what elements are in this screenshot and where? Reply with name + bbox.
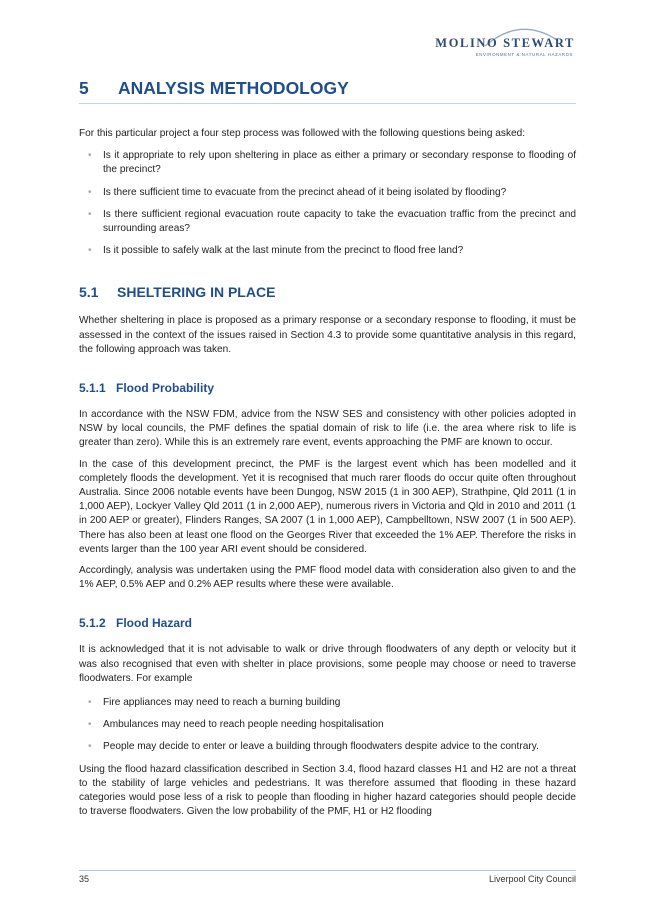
paragraph: In the case of this development precinct, the PMF is the largest event which has been modelled and it completely floods the development. Yet it is recognised that much rarer floods do occur quite often throughout Australia. Since 2006 notable events have been Dungog, NSW 2015 (1 in 300 AEP), Strathpine, Qld 2011 (1 in 1,000 AEP), Lockyer Valley Qld 2011 (1 in 2,000 AEP), numerous rivers in Victoria and Qld in 2010 and 2011 (1 in 200 AEP or greater), Flinders Ranges, SA 2007 (1 in 1,000 AEP), Campbelltown, NSW 2007 (1 in 500 AEP). There has also been at least one flood on the Georges River that exceeded the 1% AEP. Therefore the risks in events larger than the 100 year ARI event should be considered. — [79, 458, 576, 555]
bullet-icon: • — [88, 719, 92, 731]
subsubsection-heading — [79, 616, 576, 630]
subsubsection-number: 5.1.2 — [79, 616, 106, 631]
logo-name: MOLINO STEWART — [435, 36, 575, 50]
subsubsection-heading — [79, 381, 576, 395]
list-item: • Is it possible to safely walk at the last minute from the precinct to flood free land? — [79, 244, 576, 258]
bullet-icon: • — [88, 150, 92, 162]
subsection-heading — [79, 284, 576, 300]
subsection-number: 5.1 — [79, 284, 99, 301]
example-list — [79, 696, 576, 755]
paragraph: Accordingly, analysis was undertaken using the PMF flood model data with consideration also given to and the 1% AEP, 0.5% AEP and 0.2% AEP results where these were available. — [79, 565, 576, 591]
paragraph: Whether sheltering in place is proposed as a primary response or a secondary response to flooding, it must be assessed in the context of the issues raised in Section 4.3 to provide some quantitative analysis in this regard, the following approach was taken. — [79, 315, 576, 355]
subsubsection-title: Flood Probability — [116, 381, 214, 396]
paragraph: In accordance with the NSW FDM, advice from the NSW SES and consistency with other policies adopted in NSW by local councils, the PMF defines the spatial domain of risk to life (i.e. the area where risk to life is greater than zero). While this is an extremely rare event, events approaching the PMF are known to occur. — [79, 409, 576, 449]
paragraph: Using the flood hazard classification described in Section 3.4, flood hazard classes H1 and H2 are not a threat to the stability of large vehicles and pedestrians. It was therefore assumed that flooding in these hazard categories would pose less of a risk to people than flooding in higher hazard categories should people decide to traverse floodwaters. Given the low probability of the PMF, H1 or H2 flooding — [79, 763, 576, 818]
bullet-icon: • — [88, 186, 92, 198]
subsubsection-title: Flood Hazard — [116, 616, 193, 631]
section-intro: For this particular project a four step process was followed with the following questions being asked: — [79, 128, 526, 139]
company-logo — [435, 22, 575, 62]
main-content — [79, 78, 576, 827]
paragraph: It is acknowledged that it is not advisable to walk or drive through floodwaters of any depth or velocity but it was also recognised that even with shelter in place provisions, some people may choose or need to traverse floodwaters. For example — [79, 644, 576, 684]
list-item: • Is there sufficient time to evacuate from the precinct ahead of it being isolated by flooding? — [79, 186, 576, 200]
section-number: 5 — [79, 78, 89, 98]
logo-tagline: ENVIRONMENT & NATURAL HAZARDS — [475, 52, 573, 57]
bullet-icon: • — [88, 741, 92, 753]
page-footer — [79, 870, 576, 884]
list-item: • Is there sufficient regional evacuation route capacity to take the evacuation traffic from the precinct and surrounding areas? — [88, 208, 576, 235]
list-item: • Fire appliances may need to reach a burning building — [79, 696, 576, 710]
question-list — [79, 149, 576, 258]
section-heading — [79, 78, 576, 104]
bullet-icon: • — [88, 245, 92, 257]
list-item: • Ambulances may need to reach people needing hospitalisation — [79, 718, 576, 732]
page-number: 35 — [79, 874, 90, 884]
list-item: • Is it appropriate to rely upon sheltering in place as either a primary or secondary response to flooding of the precinct? — [88, 150, 576, 176]
subsection-title: SHELTERING IN PLACE — [117, 284, 276, 301]
bullet-icon: • — [88, 697, 92, 709]
list-item: • People may decide to enter or leave a building through floodwaters despite advice to the contrary. — [79, 740, 576, 754]
bullet-icon: • — [88, 208, 92, 220]
section-title: ANALYSIS METHODOLOGY — [118, 78, 349, 98]
subsubsection-number: 5.1.1 — [79, 381, 106, 396]
client-name: Liverpool City Council — [488, 874, 576, 884]
